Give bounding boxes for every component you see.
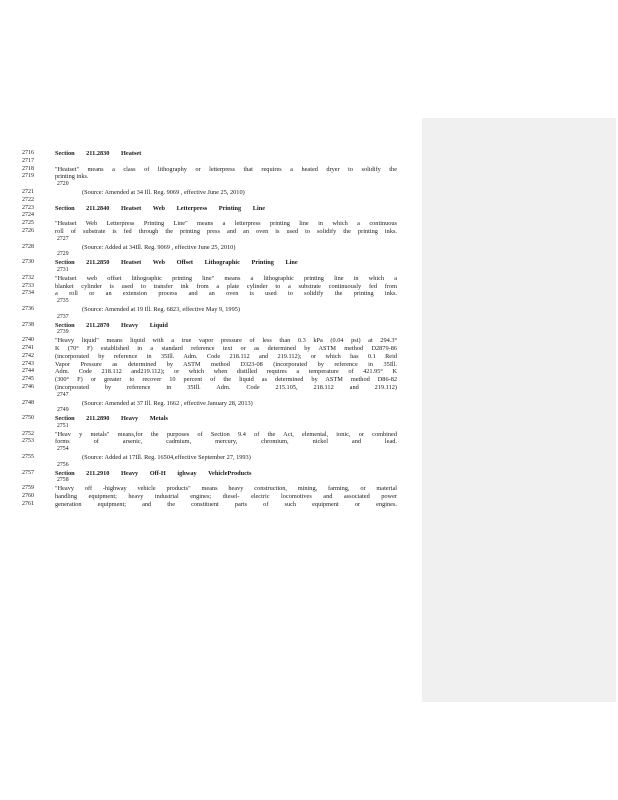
comment-margin-panel [422,118,616,702]
document-line [0,322,410,330]
line-number: 2738 [22,321,34,328]
document-line [0,501,410,509]
line-number: 2743 [22,360,34,367]
source-note: (Source: Amended at 37 Ill. Reg. 1662 , effective January 28, 2013) [82,399,253,407]
document-line [0,400,410,408]
line-number: 2733 [22,282,34,289]
source-note: (Source: Amended at 19 Ill. Reg. 6823, effective May 9, 1995) [82,305,240,313]
document-line [0,361,410,369]
line-number: 2741 [22,344,34,351]
line-text [55,197,397,205]
document-line [0,150,410,158]
document-line [0,485,410,493]
line-text: "Heavy liquid" means liquid with a true vapor pressure of less than 0.3 kPa (0.04 psi) at 294.3° [55,337,397,345]
document-line [0,251,410,259]
document-line [0,275,410,283]
document-line [0,166,410,174]
document-line [0,431,410,439]
document-line [0,267,410,275]
sub-line-number: 2739 [57,329,69,336]
line-number: 2750 [22,415,34,422]
document-line [0,446,410,454]
line-number: 2753 [22,438,34,445]
document-line [0,337,410,345]
line-number: 2748 [22,399,34,406]
line-text: K (70° F) established in a standard reference text or as determined by ASTM method D2879-86 [55,344,397,352]
document-line [0,158,410,166]
document-line [0,392,410,400]
line-number: 2746 [22,383,34,390]
section-heading: Section 211.2870 Heavy Liquid [55,321,168,329]
line-number: 2719 [22,173,34,180]
line-text: (incorporated by reference in 35Ill. Adm. Code 218.112 and 219.112); or which has 0.1 Reid [55,352,397,360]
line-text: (300° F) or greater to recover 10 percent of the liquid as determined by ASTM method D86-82 [55,376,397,384]
document-line [0,376,410,384]
line-text: "Heavy off -highway vehicle products" means heavy construction, mining, farming, or material [55,485,397,493]
document-line [0,259,410,267]
sub-line-number: 2729 [57,251,69,258]
line-number: 2736 [22,305,34,312]
line-number: 2732 [22,274,34,281]
line-number: 2734 [22,290,34,297]
document-line [0,493,410,501]
section-heading: Section 211.2830 Heatset [55,150,142,157]
document-line [0,220,410,228]
document-line [0,283,410,291]
line-number: 2724 [22,212,34,219]
line-number: 2723 [22,204,34,211]
section-heading: Section 211.2840 Heatset Web Letterpress Printing Line [55,204,266,212]
line-text [55,212,397,220]
document-line [0,438,410,446]
document-line [0,470,410,478]
section-heading: Section 211.2850 Heatset Web Offset Lithographic Printing Line [55,259,298,267]
document-line [0,384,410,392]
sub-line-number: 2751 [57,422,69,429]
document-line [0,454,410,462]
document-line [0,314,410,322]
document-line [0,477,410,485]
line-text: "Heatset Web Letterpress Printing Line" means a letterpress printing line in which a continuous [55,220,397,228]
line-number: 2730 [22,259,34,266]
document-line [0,205,410,213]
document-line [0,407,410,415]
document-line [0,197,410,205]
line-text: "Heatset web offset lithographic printing line" means a lithographic printing line in which a [55,274,397,282]
document-line [0,368,410,376]
line-number: 2744 [22,368,34,375]
line-text: printing inks. [55,173,89,181]
line-number: 2717 [22,157,34,164]
document-line [0,290,410,298]
line-text: Adm. Code 218.112 and219.112); or which when distilled requires a temperature of 421.95° K [55,368,397,376]
document-line [0,423,410,431]
source-note: (Source: Amended at 34 Ill. Reg. 9069 , effective June 25, 2010) [82,188,245,196]
section-heading: Section 211.2890 Heavy Metals [55,415,168,423]
line-number: 2757 [22,469,34,476]
sub-line-number: 2737 [57,313,69,320]
line-number: 2752 [22,430,34,437]
line-text: "Heatset" means a class of lithography or letterpress that requires a heated dryer to solidify the [55,165,397,173]
line-number: 2740 [22,337,34,344]
source-note: (Source: Added at 34Ill. Reg. 9069 , effective June 25, 2010) [82,243,236,251]
document-line [0,462,410,470]
sub-line-number: 2749 [57,407,69,414]
document-line [0,298,410,306]
sub-line-number: 2756 [57,461,69,468]
document-line [0,244,410,252]
sub-line-number: 2727 [57,235,69,242]
sub-line-number: 2758 [57,477,69,484]
source-note: (Source: Added at 17Ill. Reg. 16504,effective September 27, 1993) [82,454,251,462]
line-number: 2716 [22,150,34,156]
sub-line-number: 2747 [57,391,69,398]
document-line [0,236,410,244]
document-line [0,189,410,197]
line-number: 2722 [22,196,34,203]
line-text: blanket cylinder is used to transfer ink from a plate cylinder to a substrate continuously fed from [55,282,397,290]
document-body [0,150,410,509]
line-number: 2725 [22,220,34,227]
line-text: a roll or an extension process and an oven is used to solidify the printing inks. [55,290,397,298]
document-line [0,415,410,423]
line-text: roll of substrate is fed through the printing press and an oven is used to solidify the printing inks. [55,227,397,235]
document-line [0,353,410,361]
line-number: 2721 [22,188,34,195]
document-line [0,212,410,220]
line-number: 2760 [22,493,34,500]
document-line [0,173,410,181]
line-number: 2728 [22,243,34,250]
section-heading: Section 211.2910 Heavy Off-H ighway VehicleProducts [55,469,252,477]
line-text [55,158,397,166]
sub-line-number: 2735 [57,298,69,305]
line-number: 2726 [22,227,34,234]
line-text: Vapor Pressure as determined by ASTM method D323-08 (incorporated by reference in 35Ill. [55,360,397,368]
document-line [0,329,410,337]
document-line [0,345,410,353]
document-line [0,228,410,236]
line-number: 2742 [22,352,34,359]
sub-line-number: 2720 [57,181,69,188]
document-line [0,181,410,189]
line-number: 2755 [22,454,34,461]
sub-line-number: 2754 [57,446,69,453]
sub-line-number: 2731 [57,266,69,273]
line-number: 2745 [22,376,34,383]
line-text: "Heav y metals" means,for the purposes of Section 9.4 of the Act, elemental, ionic, or combined [55,430,397,438]
line-number: 2761 [22,500,34,507]
document-line [0,306,410,314]
line-text: handling equipment; heavy industrial engines; diesel- electric locomotives and associated power [55,493,397,501]
line-text: forms of arsenic, cadmium, mercury, chromium, nickel and lead. [55,438,397,446]
line-number: 2759 [22,485,34,492]
line-text: (incorporated by reference in 35Ill. Adm. Code 215.105, 218.112 and 219.112) [55,383,397,391]
line-text: generation equipment; and the constituent parts of such equipment or engines. [55,500,397,508]
line-number: 2718 [22,165,34,172]
